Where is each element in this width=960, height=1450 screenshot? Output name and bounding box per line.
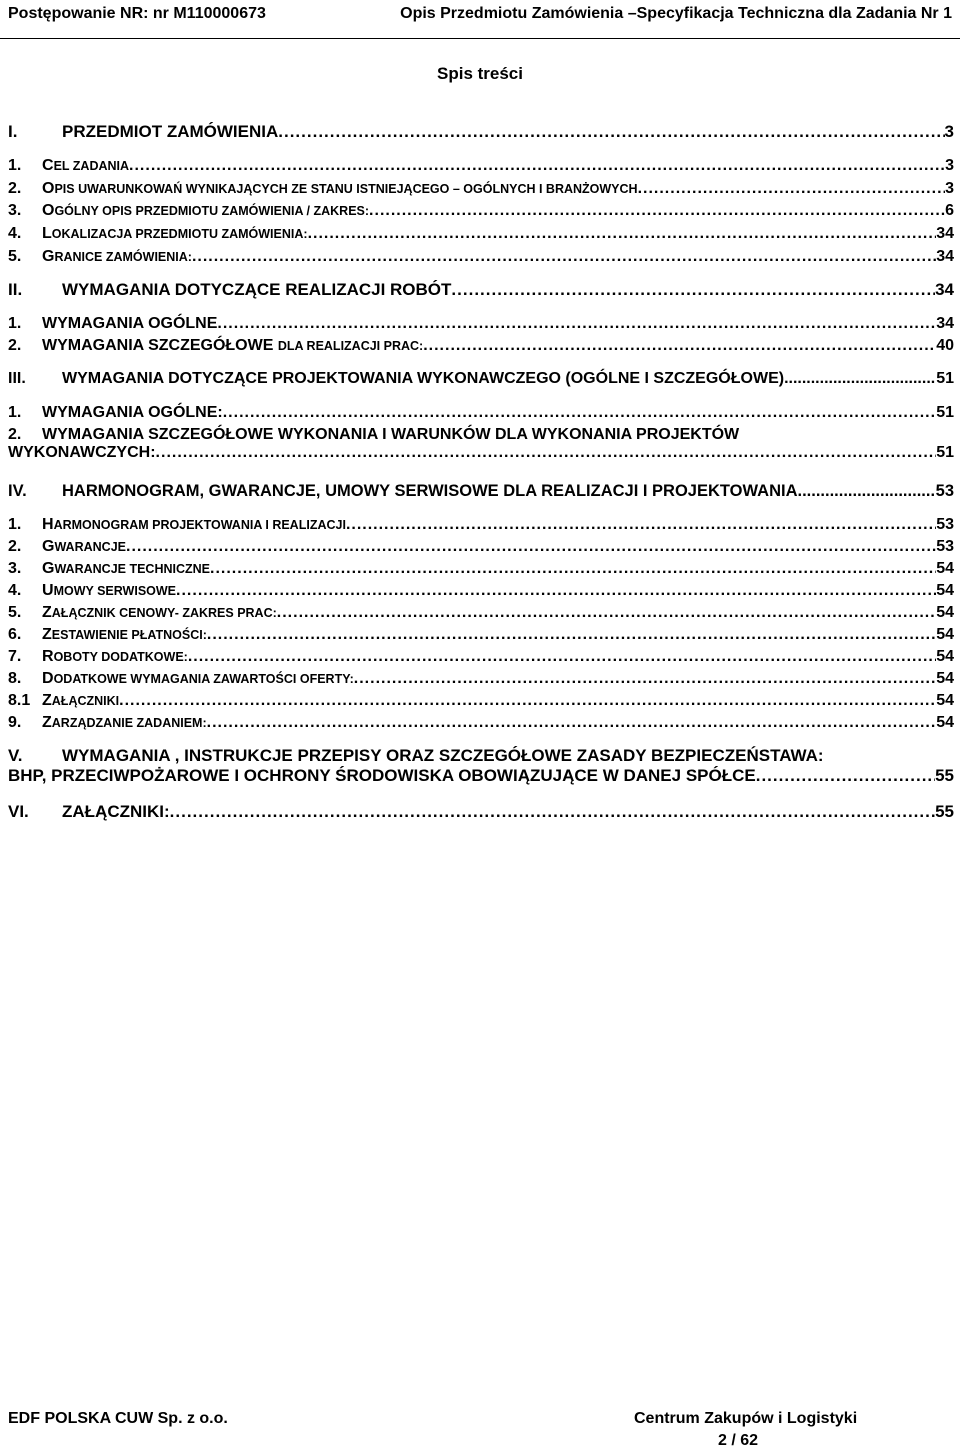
toc-entry-number: 4. [8,225,22,242]
toc-entry-label: WYMAGANIA SZCZEGÓŁOWE DLA REALIZACJI PRAC: [42,337,424,354]
toc-entry-section-4[interactable] [8,482,954,501]
toc-leader-dots [756,766,935,786]
toc-entry-page: 34 [936,248,954,265]
toc-entry-page: 54 [936,626,954,643]
toc-entry-label: UMOWY SERWISOWE [42,582,177,599]
toc-entry-section-2[interactable] [8,280,954,300]
toc-entry-label: ZESTAWIENIE PŁATNOŚCI: [42,626,207,643]
toc-entry-label: OPIS UWARUNKOWAŃ WYNIKAJĄCYCH ZE STANU ISTNIEJĄCEGO – OGÓLNYCH I BRANŻOWYCH [42,180,638,197]
toc-entry-number: V. [8,746,23,765]
toc-leader-dots [798,482,936,501]
toc-entry-page: 3 [945,180,954,197]
toc-entry-label: PRZEDMIOT ZAMÓWIENIA [62,122,279,141]
toc-entry-1-3[interactable] [8,202,954,220]
toc-entry-4-7[interactable] [8,648,954,666]
toc-entry-label: GWARANCJE [42,538,126,555]
toc-entry-number: 8. [8,670,22,687]
toc-leader-dots [346,516,936,534]
toc-entry-page: 3 [945,157,954,174]
toc-leader-dots [278,122,944,142]
toc-entry-3-1[interactable] [8,404,954,422]
toc-entry-page: 34 [935,280,954,299]
toc-entry-label: WYMAGANIA DOTYCZĄCE REALIZACJI ROBÓT [62,280,452,299]
toc-leader-dots [369,202,945,220]
toc-entry-label: ROBOTY DODATKOWE: [42,648,188,665]
toc-entry-4-9[interactable] [8,714,954,732]
toc-entry-label: ZAŁĄCZNIK CENOWY- ZAKRES PRAC: [42,604,277,621]
toc-entry-1-4[interactable] [8,225,954,243]
toc-leader-dots [784,370,936,388]
toc-entry-number: VI. [8,802,29,821]
toc-entry-number: 4. [8,582,22,599]
toc-entry-page: 55 [935,802,954,821]
toc-entry-number: 3. [8,560,22,577]
toc-entry-label: HARMONOGRAM PROJEKTOWANIA I REALIZACJI [42,516,346,533]
toc-entry-4-3[interactable] [8,560,954,578]
toc-entry-label-continued: BHP, PRZECIWPOŻAROWE I OCHRONY ŚRODOWISKA OBOWIĄZUJĄCE W DANEJ SPÓŁCE [8,766,756,785]
toc-entry-4-1[interactable] [8,516,954,534]
toc-leader-dots [192,248,936,266]
toc-entry-page: 51 [936,404,954,421]
toc-entry-page: 53 [936,516,954,533]
toc-leader-dots [207,626,936,644]
toc-entry-page: 51 [936,370,954,387]
toc-entry-4-2[interactable] [8,538,954,556]
toc-entry-4-5[interactable] [8,604,954,622]
toc-entry-section-1[interactable] [8,122,954,142]
toc-entry-label: WYMAGANIA OGÓLNE [42,315,218,332]
toc-entry-label: LOKALIZACJA PRZEDMIOTU ZAMÓWIENIA: [42,225,308,242]
toc-entry-page: 51 [936,444,954,461]
toc-entry-label: WYMAGANIA DOTYCZĄCE PROJEKTOWANIA WYKONAWCZEGO (OGÓLNE I SZCZEGÓŁOWE) [62,370,785,387]
toc-leader-dots [170,802,935,822]
toc-entry-page: 34 [936,225,954,242]
toc-leader-dots [638,180,946,198]
toc-entry-number: 1. [8,157,22,174]
toc-entry-page: 3 [944,122,954,141]
toc-entry-4-8[interactable] [8,670,954,688]
toc-leader-dots [188,648,936,666]
toc-entry-label: WYMAGANIA , INSTRUKCJE PRZEPISY ORAZ SZCZEGÓŁOWE ZASADY BEZPIECZEŃSTAWA: [62,746,824,765]
toc-entry-3-2[interactable] [8,426,954,462]
toc-entry-number: 3. [8,202,22,219]
toc-entry-label: WYMAGANIA OGÓLNE: [42,404,223,421]
toc-entry-number: II. [8,280,23,299]
toc-leader-dots [451,280,935,300]
toc-entry-page: 55 [935,766,954,785]
toc-entry-number: 5. [8,248,22,265]
toc-entry-section-6[interactable] [8,802,954,822]
toc-entry-label-continued: WYKONAWCZYCH: [8,444,156,461]
toc-entry-label: CEL ZADANIA [42,157,130,174]
toc-entry-2-2[interactable] [8,337,954,355]
toc-leader-dots [207,714,937,732]
footer-company: EDF POLSKA CUW Sp. z o.o. [8,1410,228,1427]
footer-department: Centrum Zakupów i Logistyki [634,1410,858,1427]
toc-leader-dots [354,670,936,688]
toc-entry-number: 1. [8,315,22,332]
toc-entry-number: III. [8,370,26,387]
toc-leader-dots [119,692,936,710]
toc-entry-4-6[interactable] [8,626,954,644]
toc-entry-line-2 [8,766,954,786]
page-header [0,0,960,39]
toc-entry-label: DODATKOWE WYMAGANIA ZAWARTOŚCI OFERTY: [42,670,354,687]
toc-entry-label: HARMONOGRAM, GWARANCJE, UMOWY SERWISOWE DLA REALIZACJI I PROJEKTOWANIA [62,482,798,500]
toc-entry-line-1 [8,746,954,766]
header-document-title: Opis Przedmiotu Zamówienia –Specyfikacja Techniczna dla Zadania Nr 1 [400,5,952,22]
toc-entry-line-1 [8,426,954,444]
toc-entry-section-5[interactable] [8,746,954,786]
toc-entry-number: I. [8,122,18,141]
toc-entry-number: 6. [8,626,22,643]
toc-entry-1-5[interactable] [8,248,954,266]
toc-entry-number: 5. [8,604,22,621]
toc-entry-number: 2. [8,426,22,443]
toc-entry-number: 1. [8,404,22,421]
toc-entry-number: 2. [8,180,22,197]
toc-leader-dots [126,538,936,556]
toc-entry-page: 54 [936,560,954,577]
toc-entry-4-4[interactable] [8,582,954,600]
toc-entry-line-2 [8,444,954,462]
toc-entry-number: 2. [8,337,22,354]
toc-entry-number: IV. [8,482,27,500]
toc-entry-page: 34 [936,315,954,332]
toc-entry-page: 6 [945,202,954,219]
toc-entry-label: ZARZĄDZANIE ZADANIEM: [42,714,207,731]
toc-leader-dots [277,604,936,622]
toc-entry-number: 2. [8,538,22,555]
toc-entry-label: OGÓLNY OPIS PRZEDMIOTU ZAMÓWIENIA / ZAKRES: [42,202,370,219]
toc-entry-1-2[interactable] [8,180,954,198]
toc-entry-page: 54 [936,648,954,665]
toc-entry-page: 54 [936,692,954,709]
toc-entry-page: 53 [935,482,954,500]
toc-title: Spis treści [437,64,523,83]
toc-leader-dots [423,337,936,355]
toc-entry-1-1[interactable] [8,157,954,175]
toc-entry-label: ZAŁĄCZNIKI [42,692,120,709]
toc-entry-label: GRANICE ZAMÓWIENIA: [42,248,192,265]
toc-entry-number: 7. [8,648,22,665]
header-proceeding-number: Postępowanie NR: nr M110000673 [8,5,266,22]
toc-leader-dots [308,225,937,243]
toc-entry-page: 54 [936,714,954,731]
toc-entry-page: 54 [936,604,954,621]
toc-entry-label: ZAŁĄCZNIKI: [62,802,170,821]
toc-entry-section-3[interactable] [8,370,954,388]
toc-entry-label: WYMAGANIA SZCZEGÓŁOWE WYKONANIA I WARUNKÓW DLA WYKONANIA PROJEKTÓW [42,426,740,443]
toc-entry-page: 53 [936,538,954,555]
toc-entry-4-8-1[interactable] [8,692,954,710]
toc-leader-dots [223,404,936,422]
toc-leader-dots [156,444,937,462]
toc-leader-dots [210,560,936,578]
toc-entry-number: 9. [8,714,22,731]
toc-leader-dots [176,582,936,600]
toc-entry-page: 54 [936,582,954,599]
toc-entry-label: GWARANCJE TECHNICZNE [42,560,211,577]
toc-leader-dots [129,157,945,175]
toc-entry-2-1[interactable] [8,315,954,333]
toc-entry-number: 1. [8,516,22,533]
toc-entry-page: 54 [936,670,954,687]
toc-entry-number: 8.1 [8,692,31,709]
toc-entry-page: 40 [936,337,954,354]
footer-page-number: 2 / 62 [718,1432,759,1449]
toc-leader-dots [217,315,936,333]
